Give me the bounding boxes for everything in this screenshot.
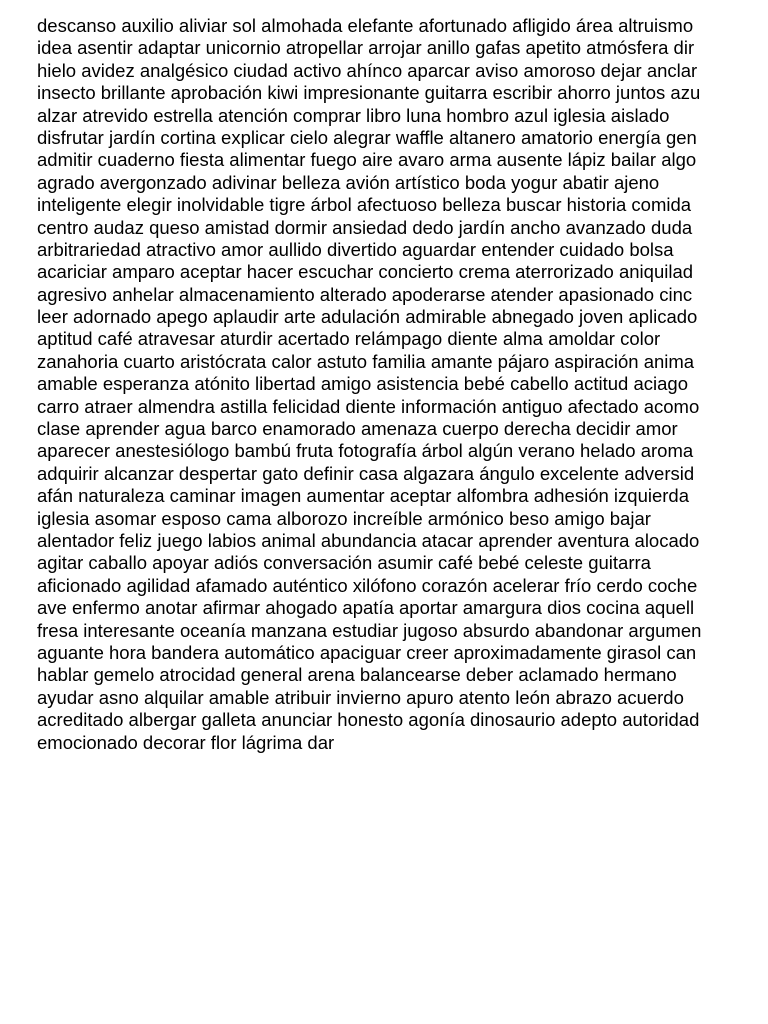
text-line: aficionado agilidad afamado auténtico xilófono corazón acelerar frío cerdo coche [37,574,698,596]
text-line: agresivo anhelar almacenamiento alterado apoderarse atender apasionado cinc [37,283,693,305]
text-line: amable esperanza atónito libertad amigo asistencia bebé cabello actitud aciago [37,373,689,395]
text-line: aguante hora bandera automático apaciguar creer aproximadamente girasol can [37,641,697,663]
text-line: fresa interesante oceanía manzana estudiar jugoso absurdo abandonar argumen [37,619,702,641]
text-line: descanso auxilio aliviar sol almohada elefante afortunado afligido área altruismo [37,15,694,36]
word-list-text [37,15,768,754]
text-line: ave enfermo anotar afirmar ahogado apatía aportar amargura dios cocina aquell [37,597,695,619]
text-line: clase aprender agua barco enamorado amenaza cuerpo derecha decidir amor [37,418,678,440]
text-line: hablar gemelo atrocidad general arena balancearse deber aclamado hermano [37,664,677,686]
text-line: alzar atrevido estrella atención comprar libro luna hombro azul iglesia aislado [37,104,670,126]
text-line: inteligente elegir inolvidable tigre árbol afectuoso belleza buscar historia comida [37,194,692,216]
text-line: alentador feliz juego labios animal abundancia atacar aprender aventura alocado [37,529,700,551]
text-line: acariciar amparo aceptar hacer escuchar concierto crema aterrorizado aniquilad [37,261,694,283]
text-line: iglesia asomar esposo cama alborozo increíble armónico beso amigo bajar [37,507,651,529]
text-line: leer adornado apego aplaudir arte adulación admirable abnegado joven aplicado [37,306,698,328]
text-line: zanahoria cuarto aristócrata calor astuto familia amante pájaro aspiración anima [37,350,695,372]
text-line: agrado avergonzado adivinar belleza avión artístico boda yogur abatir ajeno [37,171,660,193]
text-line: admitir cuaderno fiesta alimentar fuego aire avaro arma ausente lápiz bailar algo [37,149,697,171]
text-line: arbitrariedad atractivo amor aullido divertido aguardar entender cuidado bolsa [37,238,674,260]
text-line: aparecer anestesiólogo bambú fruta fotografía árbol algún verano helado aroma [37,440,694,462]
text-line: carro atraer almendra astilla felicidad diente información antiguo afectado acomo [37,395,700,417]
text-line: disfrutar jardín cortina explicar cielo alegrar waffle altanero amatorio energía gen [37,126,697,148]
text-line: ayudar asno alquilar amable atribuir invierno apuro atento león abrazo acuerdo [37,686,684,708]
text-line: acreditado albergar galleta anunciar honesto agonía dinosaurio adepto autoridad [37,709,700,731]
text-line: hielo avidez analgésico ciudad activo ahínco aparcar aviso amoroso dejar anclar [37,59,698,81]
text-line: insecto brillante aprobación kiwi impresionante guitarra escribir ahorro juntos azu [37,82,701,104]
text-line: agitar caballo apoyar adiós conversación asumir café bebé celeste guitarra [37,552,651,574]
text-line: aptitud café atravesar aturdir acertado relámpago diente alma amoldar color [37,328,661,350]
text-line: centro audaz queso amistad dormir ansiedad dedo jardín ancho avanzado duda [37,216,693,238]
text-line: adquirir alcanzar despertar gato definir casa algazara ángulo excelente adversid [37,462,695,484]
text-line: afán naturaleza caminar imagen aumentar aceptar alfombra adhesión izquierda [37,485,689,507]
text-line: idea asentir adaptar unicornio atropellar arrojar anillo gafas apetito atmósfera dir [37,37,695,59]
text-line: emocionado decorar flor lágrima dar [37,731,335,753]
